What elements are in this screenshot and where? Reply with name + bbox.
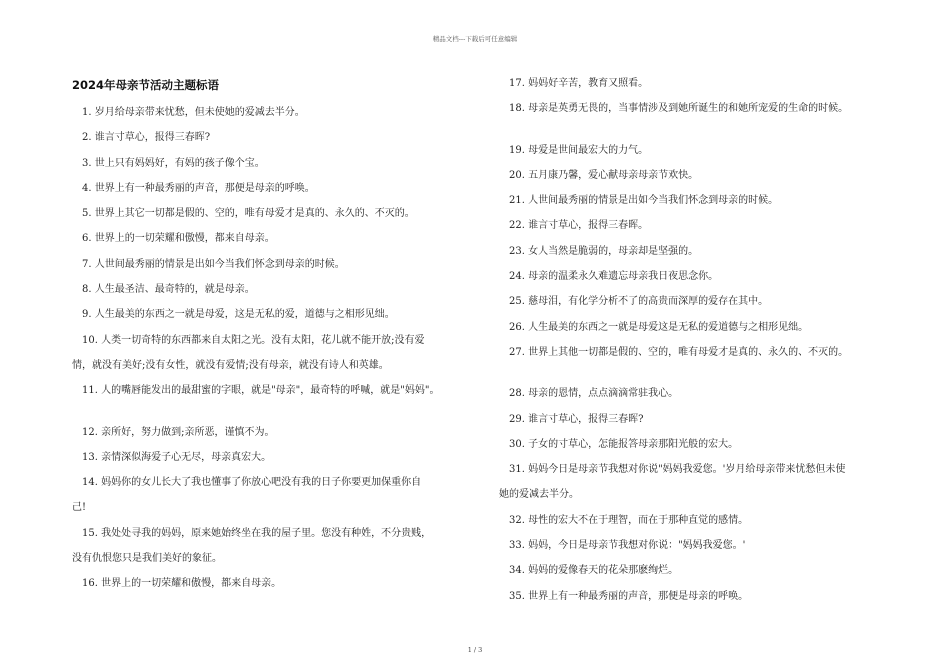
slogan-13: 13. 亲情深似海爱子心无尽，母亲真宏大。: [82, 451, 272, 463]
slogan-26: 26. 人生最美的东西之一就是母爱这是无私的爱道德与之相形见绌。: [509, 321, 809, 333]
slogan-29: 29. 谁言寸草心，报得三春晖?: [509, 413, 644, 425]
slogan-25: 25. 慈母泪，有化学分析不了的高贵而深厚的爱存在其中。: [509, 296, 769, 308]
right-column: [499, 71, 883, 609]
slogan-27: 27. 世界上其他一切都是假的、空的，唯有母爱才是真的、永久的、不灭的。: [509, 346, 849, 358]
document-title: 2024年母亲节活动主题标语: [72, 78, 220, 92]
slogan-33: 33. 妈妈，今日是母亲节我想对你说："妈妈我爱您。': [509, 540, 746, 552]
slogan-20: 20. 五月康乃馨，爱心献母亲母亲节欢快。: [509, 169, 699, 181]
slogan-30: 30. 子女的寸草心，怎能报答母亲那阳光般的宏大。: [509, 438, 739, 450]
slogan-24: 24. 母亲的温柔永久难遗忘母亲我日夜思念你。: [509, 271, 719, 283]
slogan-14-line-2: 己!: [72, 502, 87, 514]
left-column: [72, 74, 462, 597]
paragraph-gap: [499, 122, 883, 138]
slogan-31-line-2: 她的爱减去半分。: [499, 489, 579, 501]
slogan-10-line-1: 10. 人类一切奇特的东西都来自太阳之光。没有太阳，花儿就不能开放;没有爱: [82, 334, 425, 346]
paragraph-gap: [499, 365, 883, 381]
slogan-10-line-2: 情，就没有美好;没有女性，就没有爱情;没有母亲，就没有诗人和英雄。: [72, 359, 389, 371]
slogan-23: 23. 女人当然是脆弱的，母亲却是坚强的。: [509, 245, 699, 257]
slogan-15-line-2: 没有仇恨您只是我们美好的象征。: [72, 553, 222, 565]
slogan-9: 9. 人生最美的东西之一就是母爱，这是无私的爱，道德与之相形见绌。: [82, 309, 395, 321]
slogan-17: 17. 妈妈好辛苦，教育又照看。: [509, 78, 649, 89]
slogan-18: 18. 母亲是英勇无畏的，当事情涉及到她所诞生的和她所宠爱的生命的时候。: [509, 103, 849, 115]
slogan-14-line-1: 14. 妈妈你的女儿长大了我也懂事了你放心吧没有我的日子你要更加保重你自: [82, 477, 422, 489]
slogan-6: 6. 世界上的一切荣耀和傲慢，都来自母亲。: [82, 233, 275, 245]
page-number: 1 / 3: [467, 646, 483, 654]
slogan-21: 21. 人世间最秀丽的情景是出如今当我们怀念到母亲的时候。: [509, 195, 779, 207]
slogan-22: 22. 谁言寸草心，报得三春晖。: [509, 220, 649, 232]
paragraph-gap: [72, 404, 462, 420]
slogan-1: 1. 岁月给母亲带来忧愁，但未使她的爱减去半分。: [82, 107, 305, 118]
slogan-31-line-1: 31. 妈妈今日是母亲节我想对你说"妈妈我爱您。'岁月给母亲带来忧愁但未使: [509, 464, 846, 476]
slogan-34: 34. 妈妈的爱像春天的花朵那麽绚烂。: [509, 565, 679, 577]
slogan-19: 19. 母爱是世间最宏大的力气。: [509, 144, 649, 156]
slogan-15-line-1: 15. 我处处寻我的妈妈，原来她始终坐在我的屋子里。您没有种姓，不分贵贱，: [82, 527, 432, 539]
slogan-32: 32. 母性的宏大不在于理智，而在于那种直觉的感情。: [509, 514, 749, 526]
slogan-11: 11. 人的嘴唇能发出的最甜蜜的字眼，就是"母亲"，最奇特的呼喊，就是"妈妈"。: [82, 385, 440, 397]
slogan-8: 8. 人生最圣洁、最奇特的，就是母亲。: [82, 284, 255, 296]
slogan-12: 12. 亲所好，努力做到;亲所恶，谨慎不为。: [82, 426, 275, 438]
slogan-28: 28. 母亲的恩情，点点滴滴常驻我心。: [509, 388, 679, 400]
slogan-5: 5. 世界上其它一切都是假的、空的，唯有母爱才是真的、永久的、不灭的。: [82, 208, 415, 220]
page-header: 精品文档---下载后可任意编辑: [432, 35, 518, 43]
slogan-3: 3. 世上只有妈妈好，有妈的孩子像个宝。: [82, 157, 265, 169]
slogan-7: 7. 人世间最秀丽的情景是出如今当我们怀念到母亲的时候。: [82, 258, 345, 270]
slogan-16: 16. 世界上的一切荣耀和傲慢，都来自母亲。: [82, 578, 282, 590]
slogan-2: 2. 谁言寸草心，报得三春晖?: [82, 132, 211, 144]
slogan-35: 35. 世界上有一种最秀丽的声音，那便是母亲的呼唤。: [509, 590, 749, 602]
slogan-4: 4. 世界上有一种最秀丽的声音，那便是母亲的呼唤。: [82, 182, 315, 194]
